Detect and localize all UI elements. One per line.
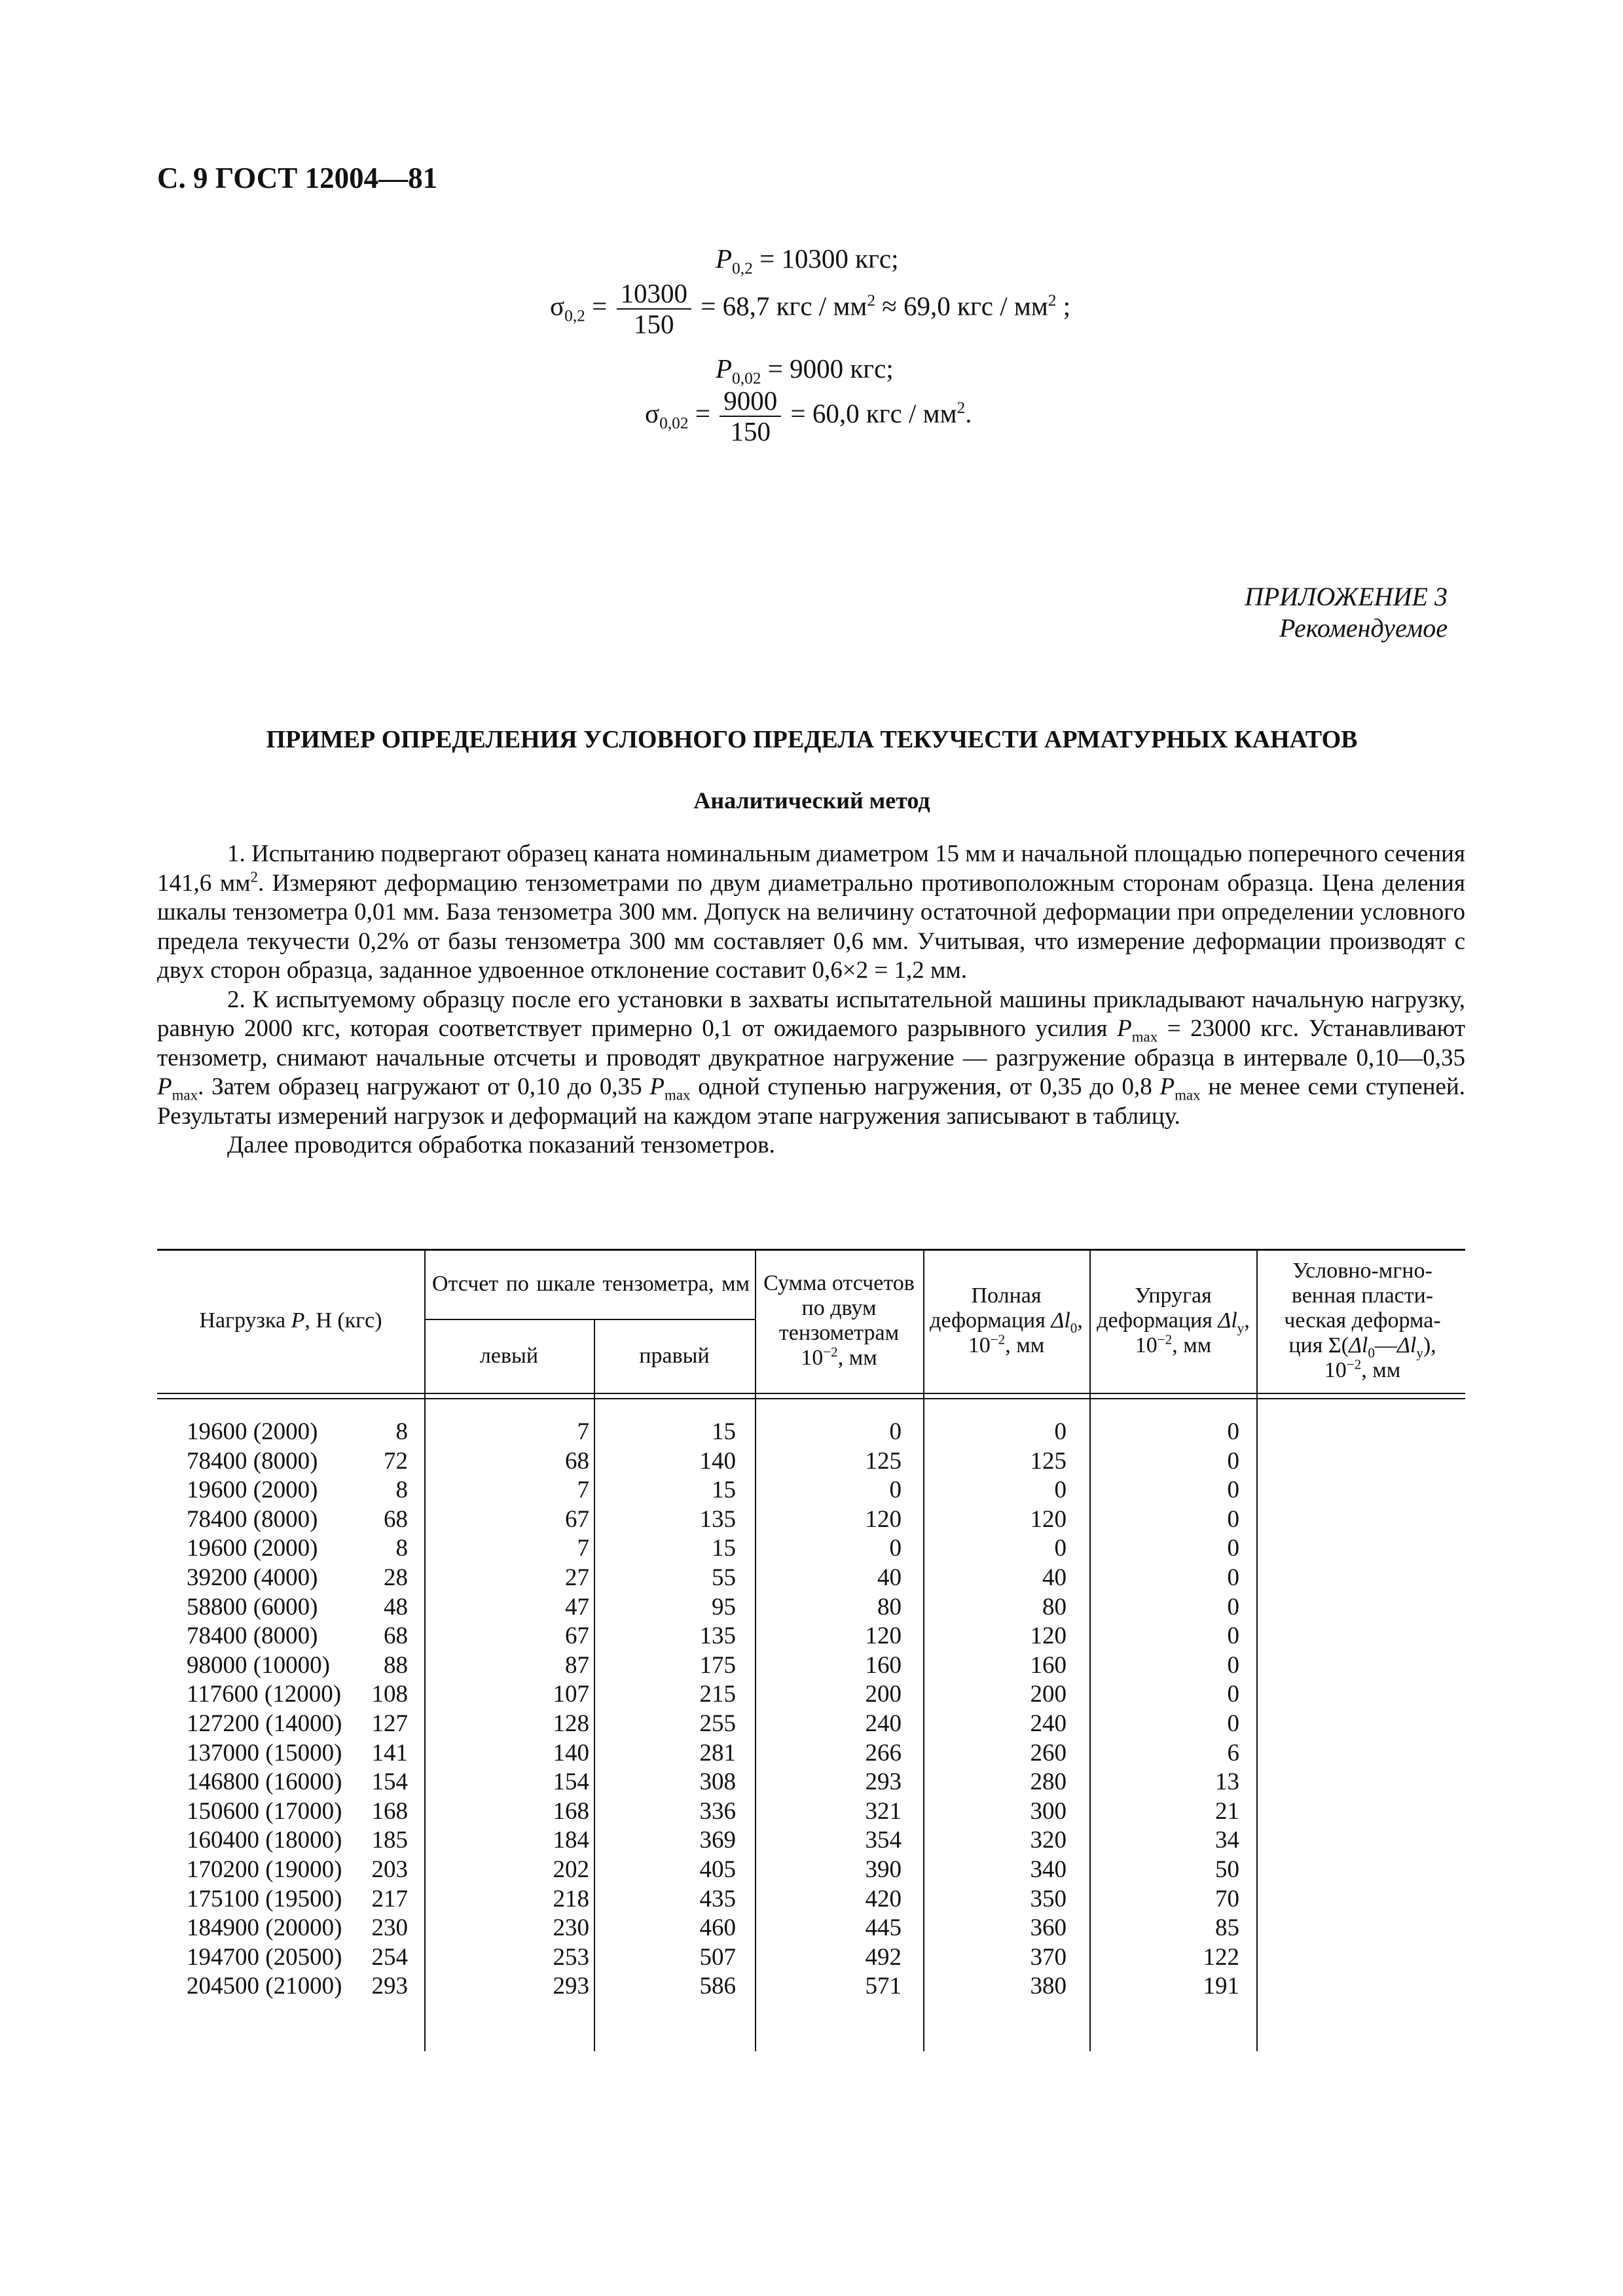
- table-cell: 293: [371, 1973, 408, 2000]
- header-plastic-deformation: Условно-мгно- венная пласти- ческая деформа- ция $\Sigma(\Delta l_0—\Delta l_у)$, $10^{-2}$, мм: [1284, 1259, 1441, 1382]
- table-cell: 19600 (2000): [187, 1477, 318, 1504]
- table-cell: 47: [565, 1593, 589, 1621]
- table-cell: 507: [699, 1943, 736, 1971]
- table-cell: 200: [1030, 1681, 1067, 1708]
- table-cell: 354: [865, 1827, 902, 1854]
- table-cell: 360: [1030, 1914, 1067, 1942]
- table-cell: 8: [395, 1418, 408, 1445]
- table-row: [157, 1651, 1465, 1681]
- table-cell: 254: [371, 1943, 408, 1971]
- table-cell: 0: [1227, 1623, 1239, 1650]
- table-cell: 15: [712, 1418, 736, 1445]
- table-cell: 340: [1030, 1856, 1067, 1883]
- appendix-number: ПРИЛОЖЕНИЕ 3: [1245, 582, 1448, 611]
- table-cell: 127200 (14000): [187, 1710, 342, 1737]
- table-cell: 67: [565, 1505, 589, 1533]
- table-cell: 380: [1030, 1973, 1067, 2000]
- table-cell: 445: [865, 1914, 902, 1942]
- table-cell: 194700 (20500): [187, 1943, 342, 1971]
- table-cell: 40: [877, 1564, 902, 1591]
- table-cell: 170200 (19000): [187, 1856, 342, 1883]
- table-cell: 202: [553, 1856, 589, 1883]
- table-cell: 68: [384, 1505, 408, 1533]
- table-cell: 85: [1215, 1914, 1239, 1942]
- table-cell: 120: [865, 1505, 902, 1533]
- table-row: [157, 1943, 1465, 1973]
- table-cell: 15: [712, 1477, 736, 1504]
- table-cell: 15: [712, 1535, 736, 1562]
- table-cell: 8: [395, 1535, 408, 1562]
- table-cell: 200: [865, 1681, 902, 1708]
- table-row: [157, 1972, 1465, 2001]
- table-cell: 336: [699, 1797, 736, 1825]
- table-cell: 0: [889, 1535, 902, 1562]
- table-cell: 120: [1030, 1505, 1067, 1533]
- table-row: [157, 1768, 1465, 1797]
- table-cell: 98000 (10000): [187, 1651, 330, 1679]
- section-subtitle: Аналитический метод: [693, 787, 930, 814]
- table-cell: 13: [1215, 1768, 1239, 1796]
- header-sum: Сумма отсчетов по двум тензометрам $10^{-2}$, мм: [763, 1271, 915, 1370]
- table-cell: 68: [565, 1447, 589, 1475]
- table-row: [157, 1797, 1465, 1827]
- header-full-deformation: Полная деформация $\Delta l_0$, $10^{-2}$, мм: [930, 1283, 1083, 1357]
- table-cell: 58800 (6000): [187, 1593, 318, 1621]
- table-cell: 120: [865, 1623, 902, 1650]
- table-cell: 460: [699, 1914, 736, 1942]
- appendix-label: [1245, 581, 1448, 644]
- table-row: [157, 1739, 1465, 1768]
- table-cell: 87: [565, 1651, 589, 1679]
- table-cell: 185: [371, 1827, 408, 1854]
- table-cell: 0: [1227, 1593, 1239, 1621]
- table-cell: 260: [1030, 1739, 1067, 1767]
- table-cell: 571: [865, 1973, 902, 2000]
- table-cell: 140: [553, 1739, 589, 1767]
- table-cell: 240: [865, 1710, 902, 1737]
- table-row: [157, 1593, 1465, 1623]
- table-cell: 146800 (16000): [187, 1768, 342, 1796]
- table-body: [157, 1418, 1465, 2001]
- table-cell: 230: [553, 1914, 589, 1942]
- table-row: [157, 1826, 1465, 1856]
- table-cell: 320: [1030, 1827, 1067, 1854]
- table-cell: 95: [712, 1593, 736, 1621]
- table-cell: 28: [384, 1564, 408, 1591]
- table-cell: 0: [1227, 1505, 1239, 1533]
- table-cell: 350: [1030, 1885, 1067, 1912]
- table-cell: 266: [865, 1739, 902, 1767]
- table-cell: 435: [699, 1885, 736, 1912]
- table-cell: 135: [699, 1505, 736, 1533]
- measurements-table: [157, 1249, 1465, 2051]
- table-cell: 0: [1227, 1535, 1239, 1562]
- header-load: Нагрузка P, Н (кгс): [199, 1308, 382, 1333]
- table-cell: 19600 (2000): [187, 1418, 318, 1445]
- formula-sigma02: $\sigma_{0,2}$ = $\frac{10300}{150}$ = 68,7 кгс / $мм^2 \approx 69,0$ кгс / $мм^2$ ;: [550, 278, 1071, 339]
- table-cell: 321: [865, 1797, 902, 1825]
- table-cell: 140: [699, 1447, 736, 1475]
- table-cell: 203: [371, 1856, 408, 1883]
- header-elastic-deformation: Упругая деформация $\Delta l_у$, $10^{-2}$, мм: [1097, 1283, 1250, 1357]
- table-row: [157, 1476, 1465, 1505]
- table-cell: 160: [865, 1651, 902, 1679]
- table-cell: 6: [1227, 1739, 1239, 1767]
- table-cell: 80: [1042, 1593, 1067, 1621]
- table-cell: 108: [371, 1681, 408, 1708]
- table-cell: 281: [699, 1739, 736, 1767]
- table-row: [157, 1680, 1465, 1710]
- table-cell: 215: [699, 1681, 736, 1708]
- table-row: [157, 1622, 1465, 1651]
- table-cell: 135: [699, 1623, 736, 1650]
- table-cell: 175: [699, 1651, 736, 1679]
- table-cell: 160: [1030, 1651, 1067, 1679]
- formula-p02: $P_{0,2} = 10300$ кгс;: [716, 243, 899, 278]
- table-cell: 117600 (12000): [187, 1681, 342, 1708]
- table-cell: 293: [865, 1768, 902, 1796]
- table-cell: 0: [1054, 1477, 1067, 1504]
- table-cell: 150600 (17000): [187, 1797, 342, 1825]
- table-cell: 72: [384, 1447, 408, 1475]
- table-cell: 405: [699, 1856, 736, 1883]
- table-cell: 0: [1227, 1651, 1239, 1679]
- table-cell: 230: [371, 1914, 408, 1942]
- table-cell: 253: [553, 1943, 589, 1971]
- table-cell: 184900 (20000): [187, 1914, 342, 1942]
- document-title: ПРИМЕР ОПРЕДЕЛЕНИЯ УСЛОВНОГО ПРЕДЕЛА ТЕКУЧЕСТИ АРМАТУРНЫХ КАНАТОВ: [266, 726, 1358, 753]
- paragraph-1: 1. Испытанию подвергают образец каната номинальным диаметром 15 мм и начальной площадью поперечного сечения 141,6 $мм^2$. Измеряют деформацию тензометрами по двум диаметрально противоположным сторонам образца. Цена деления шкалы тензометра 0,01 мм. База тензометра 300 мм. Допуск на величину остаточной деформации при определении условного предела текучести 0,2% от базы тензометра 300 мм составляет 0,6 мм. Учитывая, что измерение деформации производят с двух сторон образца, заданное удвоенное отклонение составит 0,6×2 = 1,2 мм.: [157, 840, 1465, 984]
- table-cell: 0: [1227, 1477, 1239, 1504]
- table-cell: 0: [1227, 1681, 1239, 1708]
- table-cell: 107: [553, 1681, 589, 1708]
- table-cell: 128: [553, 1710, 589, 1737]
- table-cell: 191: [1203, 1973, 1239, 2000]
- table-cell: 0: [889, 1418, 902, 1445]
- table-row: [157, 1885, 1465, 1914]
- table-cell: 50: [1215, 1856, 1239, 1883]
- table-row: [157, 1914, 1465, 1943]
- table-cell: 68: [384, 1623, 408, 1650]
- table-cell: 27: [565, 1564, 589, 1591]
- table-cell: 88: [384, 1651, 408, 1679]
- header-right: правый: [639, 1343, 710, 1368]
- table-cell: 67: [565, 1623, 589, 1650]
- table-cell: 21: [1215, 1797, 1239, 1825]
- table-cell: 7: [577, 1535, 589, 1562]
- table-cell: 55: [712, 1564, 736, 1591]
- table-cell: 19600 (2000): [187, 1535, 318, 1562]
- table-cell: 168: [371, 1797, 408, 1825]
- table-cell: 137000 (15000): [187, 1739, 342, 1767]
- table-cell: 39200 (4000): [187, 1564, 318, 1591]
- table-cell: 48: [384, 1593, 408, 1621]
- table-row: [157, 1710, 1465, 1739]
- table-cell: 120: [1030, 1623, 1067, 1650]
- page-header: С. 9 ГОСТ 12004—81: [157, 162, 438, 194]
- table-cell: 0: [1054, 1535, 1067, 1562]
- table-cell: 78400 (8000): [187, 1505, 318, 1533]
- table-cell: 369: [699, 1827, 736, 1854]
- table-cell: 0: [1054, 1418, 1067, 1445]
- table-row: [157, 1856, 1465, 1885]
- table-cell: 141: [371, 1739, 408, 1767]
- table-cell: 40: [1042, 1564, 1067, 1591]
- table-cell: 34: [1215, 1827, 1239, 1854]
- table-cell: 160400 (18000): [187, 1827, 342, 1854]
- table-cell: 80: [877, 1593, 902, 1621]
- table-cell: 122: [1203, 1943, 1239, 1971]
- header-scale: Отсчет по шкале тензометра, мм: [432, 1271, 750, 1296]
- table-cell: 168: [553, 1797, 589, 1825]
- table-row: [157, 1505, 1465, 1535]
- table-cell: 390: [865, 1856, 902, 1883]
- table-cell: 370: [1030, 1943, 1067, 1971]
- table-cell: 154: [371, 1768, 408, 1796]
- table-cell: 308: [699, 1768, 736, 1796]
- table-cell: 280: [1030, 1768, 1067, 1796]
- table-cell: 0: [889, 1477, 902, 1504]
- table-cell: 0: [1227, 1564, 1239, 1591]
- table-cell: 78400 (8000): [187, 1447, 318, 1475]
- table-cell: 586: [699, 1973, 736, 2000]
- table-cell: 7: [577, 1477, 589, 1504]
- table-row: [157, 1447, 1465, 1477]
- table-cell: 0: [1227, 1710, 1239, 1737]
- paragraph-2: 2. К испытуемому образцу после его установки в захваты испытательной машины прикладывают начальную нагрузку, равную 2000 кгс, которая соответствует примерно 0,1 от ожидаемого разрывного усилия $P_{max} = 23000$ кгс. Устанавливают тензометр, снимают начальные отсчеты и проводят двукратное нагружение — разгружение образца в интервале 0,10—0,35 $P_{max}$. Затем образец нагружают от 0,10 до 0,35 $P_{max}$ одной ступенью нагружения, от 0,35 до 0,8 $P_{max}$ не менее семи ступеней. Результаты измерений нагрузок и деформаций на каждом этапе нагружения записывают в таблицу.: [157, 986, 1465, 1130]
- table-cell: 0: [1227, 1418, 1239, 1445]
- table-cell: 70: [1215, 1885, 1239, 1912]
- table-cell: 8: [395, 1477, 408, 1504]
- table-cell: 217: [371, 1885, 408, 1912]
- table-cell: 154: [553, 1768, 589, 1796]
- table-cell: 184: [553, 1827, 589, 1854]
- appendix-status: Рекомендуемое: [1279, 613, 1448, 643]
- table-cell: 255: [699, 1710, 736, 1737]
- formula-p002: $P_{0,02} = 9000$ кгс;: [716, 353, 894, 388]
- table-cell: 125: [1030, 1447, 1067, 1475]
- table-cell: 7: [577, 1418, 589, 1445]
- table-cell: 492: [865, 1943, 902, 1971]
- table-row: [157, 1534, 1465, 1564]
- table-cell: 175100 (19500): [187, 1885, 342, 1912]
- body-text: [157, 840, 1465, 1160]
- table-row: [157, 1564, 1465, 1593]
- table-cell: 127: [371, 1710, 408, 1737]
- table-cell: 0: [1227, 1447, 1239, 1475]
- table-row: [157, 1418, 1465, 1447]
- table-cell: 300: [1030, 1797, 1067, 1825]
- paragraph-3: Далее проводится обработка показаний тензометров.: [227, 1132, 775, 1158]
- formula-sigma002: $\sigma_{0,02}$ = $\frac{9000}{150}$ = 60,0 кгс / $мм^2$.: [645, 386, 972, 446]
- header-left: левый: [479, 1343, 539, 1368]
- table-cell: 240: [1030, 1710, 1067, 1737]
- table-cell: 78400 (8000): [187, 1623, 318, 1650]
- table-cell: 293: [553, 1973, 589, 2000]
- table-cell: 218: [553, 1885, 589, 1912]
- table-cell: 204500 (21000): [187, 1973, 342, 2000]
- table-cell: 420: [865, 1885, 902, 1912]
- table-cell: 125: [865, 1447, 902, 1475]
